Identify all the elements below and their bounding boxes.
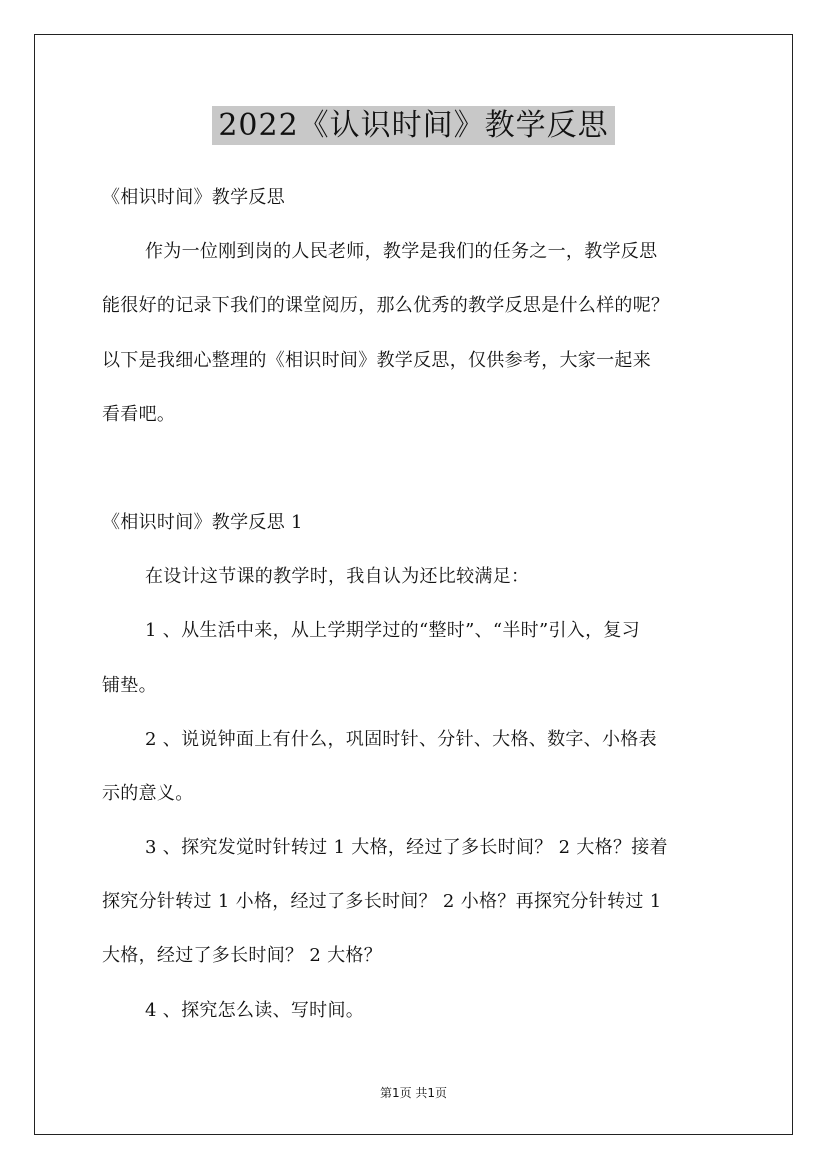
paragraph-line: 以下是我细心整理的《相识时间》教学反思，仅供参考，大家一起来 <box>102 350 651 371</box>
paragraph-line: 探究分针转过 1 小格，经过了多长时间？ 2 小格？再探究分针转过 1 <box>102 891 662 912</box>
paragraph-line: 铺垫。 <box>102 675 157 696</box>
paragraph-line: 能很好的记录下我们的课堂阅历，那么优秀的教学反思是什么样的呢？ <box>102 295 670 316</box>
paragraph-line: 2 、说说钟面上有什么，巩固时针、分针、大格、数字、小格表 <box>145 729 657 750</box>
paragraph-line: 看看吧。 <box>102 404 176 425</box>
section-heading: 《相识时间》教学反思 <box>102 187 285 208</box>
page-footer: 第1页 共1页 <box>379 1086 448 1100</box>
title-text: 2022《认识时间》教学反思 <box>212 106 614 145</box>
paragraph-line: 大格，经过了多长时间？ 2 大格？ <box>102 945 382 966</box>
paragraph-line: 示的意义。 <box>102 783 194 804</box>
document-title <box>0 100 827 144</box>
paragraph-line: 在设计这节课的教学时，我自认为还比较满足： <box>145 566 530 587</box>
paragraph-line: 3 、探究发觉时针转过 1 大格，经过了多长时间？ 2 大格？接着 <box>145 837 668 858</box>
paragraph-line: 4 、探究怎么读、写时间。 <box>145 1000 365 1021</box>
paragraph-line: 作为一位刚到岗的人民老师，教学是我们的任务之一，教学反思 <box>145 241 658 262</box>
paragraph-line: 1 、从生活中来，从上学期学过的“整时”、“半时”引入，复习 <box>145 620 640 641</box>
section-heading: 《相识时间》教学反思 1 <box>102 512 303 533</box>
